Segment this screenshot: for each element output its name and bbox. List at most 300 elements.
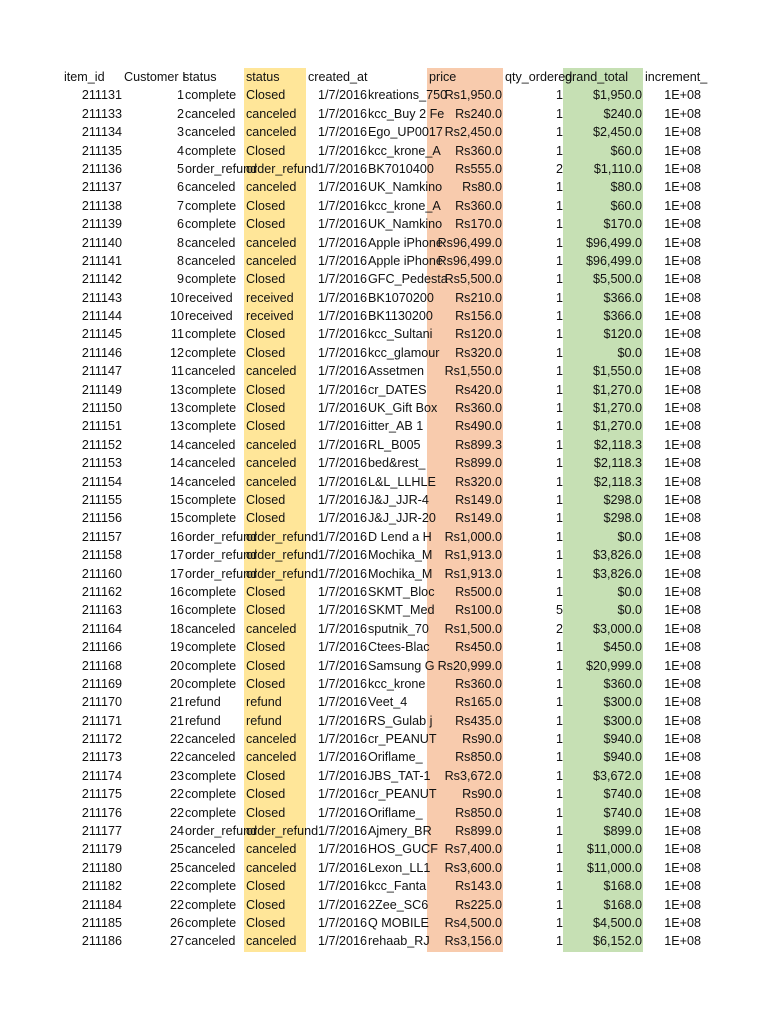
status-cell[interactable]: complete: [185, 401, 237, 416]
status-label-cell[interactable]: received: [246, 309, 294, 324]
price-cell[interactable]: Rs899.3: [455, 437, 502, 452]
item-id-cell[interactable]: 211131: [81, 88, 122, 103]
price-cell[interactable]: Rs100.0: [455, 603, 502, 618]
status-cell[interactable]: canceled: [185, 456, 236, 471]
status-label-cell[interactable]: order_refund: [246, 548, 319, 563]
price-cell[interactable]: Rs3,672.0: [444, 768, 502, 783]
grand-total-cell[interactable]: $80.0: [610, 180, 642, 195]
price-cell[interactable]: Rs165.0: [455, 695, 502, 710]
created-at-cell[interactable]: 1/7/2016: [317, 695, 367, 710]
customer-id-cell[interactable]: 8: [176, 235, 184, 250]
sku-cell[interactable]: Veet_4: [368, 695, 408, 710]
sku-cell[interactable]: J&J_JJR-20: [368, 511, 436, 526]
status-label-cell[interactable]: canceled: [246, 456, 297, 471]
created-at-cell[interactable]: 1/7/2016: [317, 713, 367, 728]
increment-id-cell[interactable]: 1E+08: [664, 750, 701, 765]
price-cell[interactable]: Rs435.0: [455, 713, 502, 728]
increment-id-cell[interactable]: 1E+08: [664, 437, 701, 452]
status-label-cell[interactable]: Closed: [246, 584, 286, 599]
header-cell[interactable]: price: [429, 70, 457, 84]
status-label-cell[interactable]: canceled: [246, 860, 297, 875]
price-cell[interactable]: Rs170.0: [455, 217, 502, 232]
status-label-cell[interactable]: Closed: [246, 327, 286, 342]
status-cell[interactable]: canceled: [185, 106, 236, 121]
increment-id-cell[interactable]: 1E+08: [664, 253, 701, 268]
created-at-cell[interactable]: 1/7/2016: [317, 842, 367, 857]
qty-ordered-cell[interactable]: 1: [555, 897, 563, 912]
increment-id-cell[interactable]: 1E+08: [664, 824, 701, 839]
increment-id-cell[interactable]: 1E+08: [664, 879, 701, 894]
status-label-cell[interactable]: received: [246, 290, 294, 305]
item-id-cell[interactable]: 211185: [81, 915, 122, 930]
increment-id-cell[interactable]: 1E+08: [664, 603, 701, 618]
status-cell[interactable]: canceled: [185, 750, 236, 765]
item-id-cell[interactable]: 211153: [81, 456, 122, 471]
customer-id-cell[interactable]: 6: [176, 180, 184, 195]
qty-ordered-cell[interactable]: 1: [555, 345, 563, 360]
created-at-cell[interactable]: 1/7/2016: [317, 106, 367, 121]
sku-cell[interactable]: kreations_750: [368, 88, 448, 103]
created-at-cell[interactable]: 1/7/2016: [317, 382, 367, 397]
created-at-cell[interactable]: 1/7/2016: [317, 272, 367, 287]
item-id-cell[interactable]: 211166: [81, 640, 122, 655]
increment-id-cell[interactable]: 1E+08: [664, 695, 701, 710]
grand-total-cell[interactable]: $2,118.3: [593, 474, 642, 489]
header-cell[interactable]: status: [183, 70, 217, 84]
increment-id-cell[interactable]: 1E+08: [664, 676, 701, 691]
customer-id-cell[interactable]: 2: [176, 106, 184, 121]
created-at-cell[interactable]: 1/7/2016: [317, 437, 367, 452]
status-label-cell[interactable]: canceled: [246, 253, 297, 268]
qty-ordered-cell[interactable]: 1: [555, 805, 563, 820]
qty-ordered-cell[interactable]: 1: [555, 364, 563, 379]
status-cell[interactable]: complete: [185, 382, 237, 397]
status-cell[interactable]: canceled: [185, 125, 236, 140]
status-cell[interactable]: complete: [185, 88, 237, 103]
increment-id-cell[interactable]: 1E+08: [664, 88, 701, 103]
customer-id-cell[interactable]: 23: [169, 768, 184, 783]
status-cell[interactable]: order_refund: [185, 161, 258, 176]
increment-id-cell[interactable]: 1E+08: [664, 511, 701, 526]
status-label-cell[interactable]: Closed: [246, 198, 286, 213]
increment-id-cell[interactable]: 1E+08: [664, 492, 701, 507]
increment-id-cell[interactable]: 1E+08: [664, 161, 701, 176]
grand-total-cell[interactable]: $899.0: [603, 824, 642, 839]
qty-ordered-cell[interactable]: 1: [555, 768, 563, 783]
grand-total-cell[interactable]: $3,000.0: [592, 621, 642, 636]
price-cell[interactable]: Rs4,500.0: [444, 915, 502, 930]
qty-ordered-cell[interactable]: 1: [555, 824, 563, 839]
sku-cell[interactable]: cr_PEANUT: [368, 787, 437, 802]
item-id-cell[interactable]: 211135: [81, 143, 122, 158]
price-cell[interactable]: Rs240.0: [455, 106, 502, 121]
status-label-cell[interactable]: Closed: [246, 88, 286, 103]
price-cell[interactable]: Rs1,950.0: [444, 88, 502, 103]
status-cell[interactable]: complete: [185, 327, 237, 342]
sku-cell[interactable]: Mochika_M: [368, 548, 433, 563]
created-at-cell[interactable]: 1/7/2016: [317, 750, 367, 765]
status-label-cell[interactable]: Closed: [246, 897, 286, 912]
status-cell[interactable]: complete: [185, 345, 237, 360]
increment-id-cell[interactable]: 1E+08: [664, 934, 701, 949]
increment-id-cell[interactable]: 1E+08: [664, 180, 701, 195]
customer-id-cell[interactable]: 22: [169, 732, 184, 747]
item-id-cell[interactable]: 211176: [81, 805, 122, 820]
created-at-cell[interactable]: 1/7/2016: [317, 879, 367, 894]
status-cell[interactable]: complete: [185, 787, 237, 802]
customer-id-cell[interactable]: 1: [176, 88, 184, 103]
created-at-cell[interactable]: 1/7/2016: [317, 584, 367, 599]
grand-total-cell[interactable]: $2,118.3: [593, 456, 642, 471]
qty-ordered-cell[interactable]: 1: [555, 713, 563, 728]
sku-cell[interactable]: Ajmery_BR: [368, 824, 432, 839]
customer-id-cell[interactable]: 27: [169, 934, 184, 949]
status-label-cell[interactable]: order_refund: [246, 161, 319, 176]
sku-cell[interactable]: kcc_glamour: [368, 345, 440, 360]
sku-cell[interactable]: kcc_krone_A: [368, 143, 441, 158]
sku-cell[interactable]: kcc_Fanta: [368, 879, 427, 894]
customer-id-cell[interactable]: 16: [169, 529, 184, 544]
price-cell[interactable]: Rs5,500.0: [444, 272, 502, 287]
status-label-cell[interactable]: canceled: [246, 180, 297, 195]
header-cell[interactable]: item_id: [64, 70, 105, 84]
customer-id-cell[interactable]: 16: [169, 603, 184, 618]
customer-id-cell[interactable]: 14: [169, 474, 184, 489]
status-cell[interactable]: refund: [185, 713, 221, 728]
qty-ordered-cell[interactable]: 1: [555, 842, 563, 857]
sku-cell[interactable]: Ctees-Blac: [368, 640, 430, 655]
customer-id-cell[interactable]: 26: [169, 915, 184, 930]
header-cell[interactable]: status: [246, 70, 280, 84]
created-at-cell[interactable]: 1/7/2016: [317, 327, 367, 342]
created-at-cell[interactable]: 1/7/2016: [317, 787, 367, 802]
item-id-cell[interactable]: 211133: [81, 106, 122, 121]
created-at-cell[interactable]: 1/7/2016: [317, 180, 367, 195]
created-at-cell[interactable]: 1/7/2016: [317, 566, 367, 581]
sku-cell[interactable]: kcc_krone_A: [368, 198, 441, 213]
sku-cell[interactable]: rehaab_RJ: [368, 934, 430, 949]
item-id-cell[interactable]: 211155: [81, 492, 122, 507]
header-cell[interactable]: qty_ordered: [505, 70, 573, 84]
increment-id-cell[interactable]: 1E+08: [664, 272, 701, 287]
status-label-cell[interactable]: Closed: [246, 217, 286, 232]
item-id-cell[interactable]: 211174: [81, 768, 122, 783]
increment-id-cell[interactable]: 1E+08: [664, 915, 701, 930]
sku-cell[interactable]: GFC_Pedesta: [368, 272, 448, 287]
status-cell[interactable]: canceled: [185, 842, 236, 857]
status-cell[interactable]: canceled: [185, 437, 236, 452]
status-cell[interactable]: complete: [185, 676, 237, 691]
sku-cell[interactable]: SKMT_Bloc: [368, 584, 435, 599]
increment-id-cell[interactable]: 1E+08: [664, 309, 701, 324]
status-label-cell[interactable]: Closed: [246, 345, 286, 360]
sku-cell[interactable]: BK7010400: [368, 161, 434, 176]
customer-id-cell[interactable]: 22: [169, 897, 184, 912]
increment-id-cell[interactable]: 1E+08: [664, 805, 701, 820]
grand-total-cell[interactable]: $1,110.0: [593, 161, 642, 176]
increment-id-cell[interactable]: 1E+08: [664, 713, 701, 728]
increment-id-cell[interactable]: 1E+08: [664, 658, 701, 673]
price-cell[interactable]: Rs360.0: [455, 676, 502, 691]
qty-ordered-cell[interactable]: 1: [555, 88, 563, 103]
price-cell[interactable]: Rs360.0: [455, 401, 502, 416]
increment-id-cell[interactable]: 1E+08: [664, 566, 701, 581]
grand-total-cell[interactable]: $60.0: [610, 143, 642, 158]
sku-cell[interactable]: Oriflame_: [368, 805, 423, 820]
status-label-cell[interactable]: refund: [246, 695, 282, 710]
qty-ordered-cell[interactable]: 1: [555, 548, 563, 563]
price-cell[interactable]: Rs143.0: [455, 879, 502, 894]
status-label-cell[interactable]: Closed: [246, 603, 286, 618]
customer-id-cell[interactable]: 22: [169, 787, 184, 802]
grand-total-cell[interactable]: $5,500.0: [592, 272, 642, 287]
status-label-cell[interactable]: refund: [246, 713, 282, 728]
qty-ordered-cell[interactable]: 1: [555, 419, 563, 434]
item-id-cell[interactable]: 211158: [81, 548, 122, 563]
created-at-cell[interactable]: 1/7/2016: [317, 621, 367, 636]
price-cell[interactable]: Rs90.0: [462, 732, 502, 747]
price-cell[interactable]: Rs80.0: [462, 180, 502, 195]
increment-id-cell[interactable]: 1E+08: [664, 345, 701, 360]
sku-cell[interactable]: itter_AB 1: [368, 419, 424, 434]
created-at-cell[interactable]: 1/7/2016: [317, 640, 367, 655]
qty-ordered-cell[interactable]: 5: [555, 603, 563, 618]
qty-ordered-cell[interactable]: 1: [555, 732, 563, 747]
increment-id-cell[interactable]: 1E+08: [664, 621, 701, 636]
grand-total-cell[interactable]: $20,999.0: [585, 658, 642, 673]
customer-id-cell[interactable]: 14: [169, 456, 184, 471]
qty-ordered-cell[interactable]: 1: [555, 309, 563, 324]
customer-id-cell[interactable]: 25: [169, 860, 184, 875]
qty-ordered-cell[interactable]: 1: [555, 676, 563, 691]
grand-total-cell[interactable]: $2,450.0: [592, 125, 642, 140]
created-at-cell[interactable]: 1/7/2016: [317, 253, 367, 268]
status-label-cell[interactable]: canceled: [246, 106, 297, 121]
item-id-cell[interactable]: 211144: [81, 309, 122, 324]
sku-cell[interactable]: L&L_LLHLE: [368, 474, 436, 489]
customer-id-cell[interactable]: 21: [169, 695, 184, 710]
customer-id-cell[interactable]: 4: [176, 143, 184, 158]
price-cell[interactable]: Rs1,913.0: [444, 548, 502, 563]
grand-total-cell[interactable]: $3,672.0: [592, 768, 642, 783]
created-at-cell[interactable]: 1/7/2016: [317, 897, 367, 912]
status-label-cell[interactable]: order_refund: [246, 529, 319, 544]
sku-cell[interactable]: JBS_TAT-1: [368, 768, 431, 783]
price-cell[interactable]: Rs149.0: [455, 511, 502, 526]
item-id-cell[interactable]: 211146: [81, 345, 122, 360]
grand-total-cell[interactable]: $1,950.0: [592, 88, 642, 103]
status-cell[interactable]: complete: [185, 272, 237, 287]
price-cell[interactable]: Rs96,499.0: [437, 253, 502, 268]
price-cell[interactable]: Rs420.0: [455, 382, 502, 397]
item-id-cell[interactable]: 211173: [81, 750, 122, 765]
grand-total-cell[interactable]: $0.0: [617, 529, 642, 544]
item-id-cell[interactable]: 211154: [81, 474, 122, 489]
qty-ordered-cell[interactable]: 1: [555, 658, 563, 673]
price-cell[interactable]: Rs360.0: [455, 143, 502, 158]
customer-id-cell[interactable]: 18: [169, 621, 184, 636]
increment-id-cell[interactable]: 1E+08: [664, 474, 701, 489]
price-cell[interactable]: Rs96,499.0: [437, 235, 502, 250]
status-label-cell[interactable]: Closed: [246, 401, 286, 416]
status-cell[interactable]: canceled: [185, 235, 236, 250]
created-at-cell[interactable]: 1/7/2016: [317, 235, 367, 250]
price-cell[interactable]: Rs156.0: [455, 309, 502, 324]
increment-id-cell[interactable]: 1E+08: [664, 327, 701, 342]
created-at-cell[interactable]: 1/7/2016: [317, 732, 367, 747]
created-at-cell[interactable]: 1/7/2016: [317, 161, 367, 176]
qty-ordered-cell[interactable]: 1: [555, 934, 563, 949]
customer-id-cell[interactable]: 15: [169, 511, 184, 526]
status-label-cell[interactable]: canceled: [246, 732, 297, 747]
qty-ordered-cell[interactable]: 1: [555, 401, 563, 416]
increment-id-cell[interactable]: 1E+08: [664, 732, 701, 747]
created-at-cell[interactable]: 1/7/2016: [317, 456, 367, 471]
increment-id-cell[interactable]: 1E+08: [664, 897, 701, 912]
qty-ordered-cell[interactable]: 1: [555, 272, 563, 287]
grand-total-cell[interactable]: $2,118.3: [593, 437, 642, 452]
sku-cell[interactable]: Apple iPhone: [368, 235, 443, 250]
sku-cell[interactable]: Samsung G: [368, 658, 435, 673]
item-id-cell[interactable]: 211137: [81, 180, 122, 195]
sku-cell[interactable]: kcc_krone: [368, 676, 426, 691]
grand-total-cell[interactable]: $240.0: [603, 106, 642, 121]
price-cell[interactable]: Rs7,400.0: [444, 842, 502, 857]
price-cell[interactable]: Rs90.0: [462, 787, 502, 802]
created-at-cell[interactable]: 1/7/2016: [317, 768, 367, 783]
grand-total-cell[interactable]: $940.0: [603, 750, 642, 765]
customer-id-cell[interactable]: 6: [176, 217, 184, 232]
qty-ordered-cell[interactable]: 1: [555, 584, 563, 599]
grand-total-cell[interactable]: $0.0: [617, 584, 642, 599]
status-label-cell[interactable]: Closed: [246, 492, 286, 507]
status-cell[interactable]: canceled: [185, 860, 236, 875]
increment-id-cell[interactable]: 1E+08: [664, 290, 701, 305]
grand-total-cell[interactable]: $60.0: [610, 198, 642, 213]
customer-id-cell[interactable]: 20: [169, 658, 184, 673]
header-cell[interactable]: increment_: [645, 70, 708, 84]
created-at-cell[interactable]: 1/7/2016: [317, 492, 367, 507]
item-id-cell[interactable]: 211169: [81, 676, 122, 691]
status-label-cell[interactable]: Closed: [246, 143, 286, 158]
grand-total-cell[interactable]: $740.0: [603, 805, 642, 820]
price-cell[interactable]: Rs850.0: [455, 750, 502, 765]
status-label-cell[interactable]: canceled: [246, 364, 297, 379]
grand-total-cell[interactable]: $1,270.0: [592, 401, 642, 416]
customer-id-cell[interactable]: 20: [169, 676, 184, 691]
sku-cell[interactable]: Oriflame_: [368, 750, 423, 765]
created-at-cell[interactable]: 1/7/2016: [317, 217, 367, 232]
customer-id-cell[interactable]: 24: [169, 824, 184, 839]
qty-ordered-cell[interactable]: 1: [555, 106, 563, 121]
increment-id-cell[interactable]: 1E+08: [664, 456, 701, 471]
created-at-cell[interactable]: 1/7/2016: [317, 309, 367, 324]
customer-id-cell[interactable]: 13: [169, 419, 184, 434]
customer-id-cell[interactable]: 16: [169, 584, 184, 599]
grand-total-cell[interactable]: $96,499.0: [585, 235, 642, 250]
grand-total-cell[interactable]: $3,826.0: [592, 548, 642, 563]
sku-cell[interactable]: Ego_UP0017: [368, 125, 443, 140]
status-cell[interactable]: complete: [185, 492, 237, 507]
created-at-cell[interactable]: 1/7/2016: [317, 915, 367, 930]
created-at-cell[interactable]: 1/7/2016: [317, 603, 367, 618]
status-cell[interactable]: complete: [185, 143, 237, 158]
increment-id-cell[interactable]: 1E+08: [664, 235, 701, 250]
price-cell[interactable]: Rs210.0: [455, 290, 502, 305]
status-label-cell[interactable]: canceled: [246, 474, 297, 489]
status-cell[interactable]: complete: [185, 915, 237, 930]
sku-cell[interactable]: sputnik_70: [368, 621, 429, 636]
customer-id-cell[interactable]: 11: [170, 364, 184, 379]
grand-total-cell[interactable]: $450.0: [603, 640, 642, 655]
sku-cell[interactable]: Lexon_LL1: [368, 860, 431, 875]
price-cell[interactable]: Rs1,500.0: [444, 621, 502, 636]
status-label-cell[interactable]: Closed: [246, 805, 286, 820]
status-cell[interactable]: refund: [185, 695, 221, 710]
status-label-cell[interactable]: Closed: [246, 382, 286, 397]
sku-cell[interactable]: UK_Gift Box: [368, 401, 438, 416]
qty-ordered-cell[interactable]: 1: [555, 217, 563, 232]
sku-cell[interactable]: 2Zee_SC6: [368, 897, 429, 912]
customer-id-cell[interactable]: 22: [169, 805, 184, 820]
status-cell[interactable]: order_refund: [185, 548, 258, 563]
item-id-cell[interactable]: 211175: [81, 787, 122, 802]
status-cell[interactable]: canceled: [185, 934, 236, 949]
created-at-cell[interactable]: 1/7/2016: [317, 805, 367, 820]
qty-ordered-cell[interactable]: 1: [555, 750, 563, 765]
created-at-cell[interactable]: 1/7/2016: [317, 125, 367, 140]
qty-ordered-cell[interactable]: 1: [555, 529, 563, 544]
grand-total-cell[interactable]: $0.0: [617, 603, 642, 618]
customer-id-cell[interactable]: 19: [169, 640, 184, 655]
customer-id-cell[interactable]: 10: [169, 309, 184, 324]
customer-id-cell[interactable]: 17: [169, 548, 184, 563]
item-id-cell[interactable]: 211138: [81, 198, 122, 213]
created-at-cell[interactable]: 1/7/2016: [317, 364, 367, 379]
qty-ordered-cell[interactable]: 1: [555, 566, 563, 581]
customer-id-cell[interactable]: 9: [176, 272, 184, 287]
increment-id-cell[interactable]: 1E+08: [664, 584, 701, 599]
sku-cell[interactable]: UK_Namkino: [368, 180, 443, 195]
price-cell[interactable]: Rs149.0: [455, 492, 502, 507]
grand-total-cell[interactable]: $120.0: [603, 327, 642, 342]
sku-cell[interactable]: RL_B005: [368, 437, 421, 452]
created-at-cell[interactable]: 1/7/2016: [317, 419, 367, 434]
item-id-cell[interactable]: 211184: [81, 897, 122, 912]
price-cell[interactable]: Rs3,156.0: [444, 934, 502, 949]
grand-total-cell[interactable]: $11,000.0: [586, 860, 642, 875]
qty-ordered-cell[interactable]: 1: [555, 143, 563, 158]
status-cell[interactable]: complete: [185, 584, 237, 599]
qty-ordered-cell[interactable]: 1: [555, 640, 563, 655]
item-id-cell[interactable]: 211179: [81, 842, 122, 857]
customer-id-cell[interactable]: 7: [176, 198, 184, 213]
qty-ordered-cell[interactable]: 1: [555, 695, 563, 710]
status-cell[interactable]: canceled: [185, 253, 236, 268]
status-label-cell[interactable]: Closed: [246, 787, 286, 802]
created-at-cell[interactable]: 1/7/2016: [317, 290, 367, 305]
grand-total-cell[interactable]: $4,500.0: [592, 915, 642, 930]
increment-id-cell[interactable]: 1E+08: [664, 106, 701, 121]
customer-id-cell[interactable]: 10: [169, 290, 184, 305]
item-id-cell[interactable]: 211186: [81, 934, 122, 949]
price-cell[interactable]: Rs555.0: [455, 161, 502, 176]
grand-total-cell[interactable]: $1,270.0: [592, 419, 642, 434]
status-label-cell[interactable]: Closed: [246, 419, 286, 434]
increment-id-cell[interactable]: 1E+08: [664, 125, 701, 140]
status-cell[interactable]: complete: [185, 640, 237, 655]
qty-ordered-cell[interactable]: 1: [555, 456, 563, 471]
